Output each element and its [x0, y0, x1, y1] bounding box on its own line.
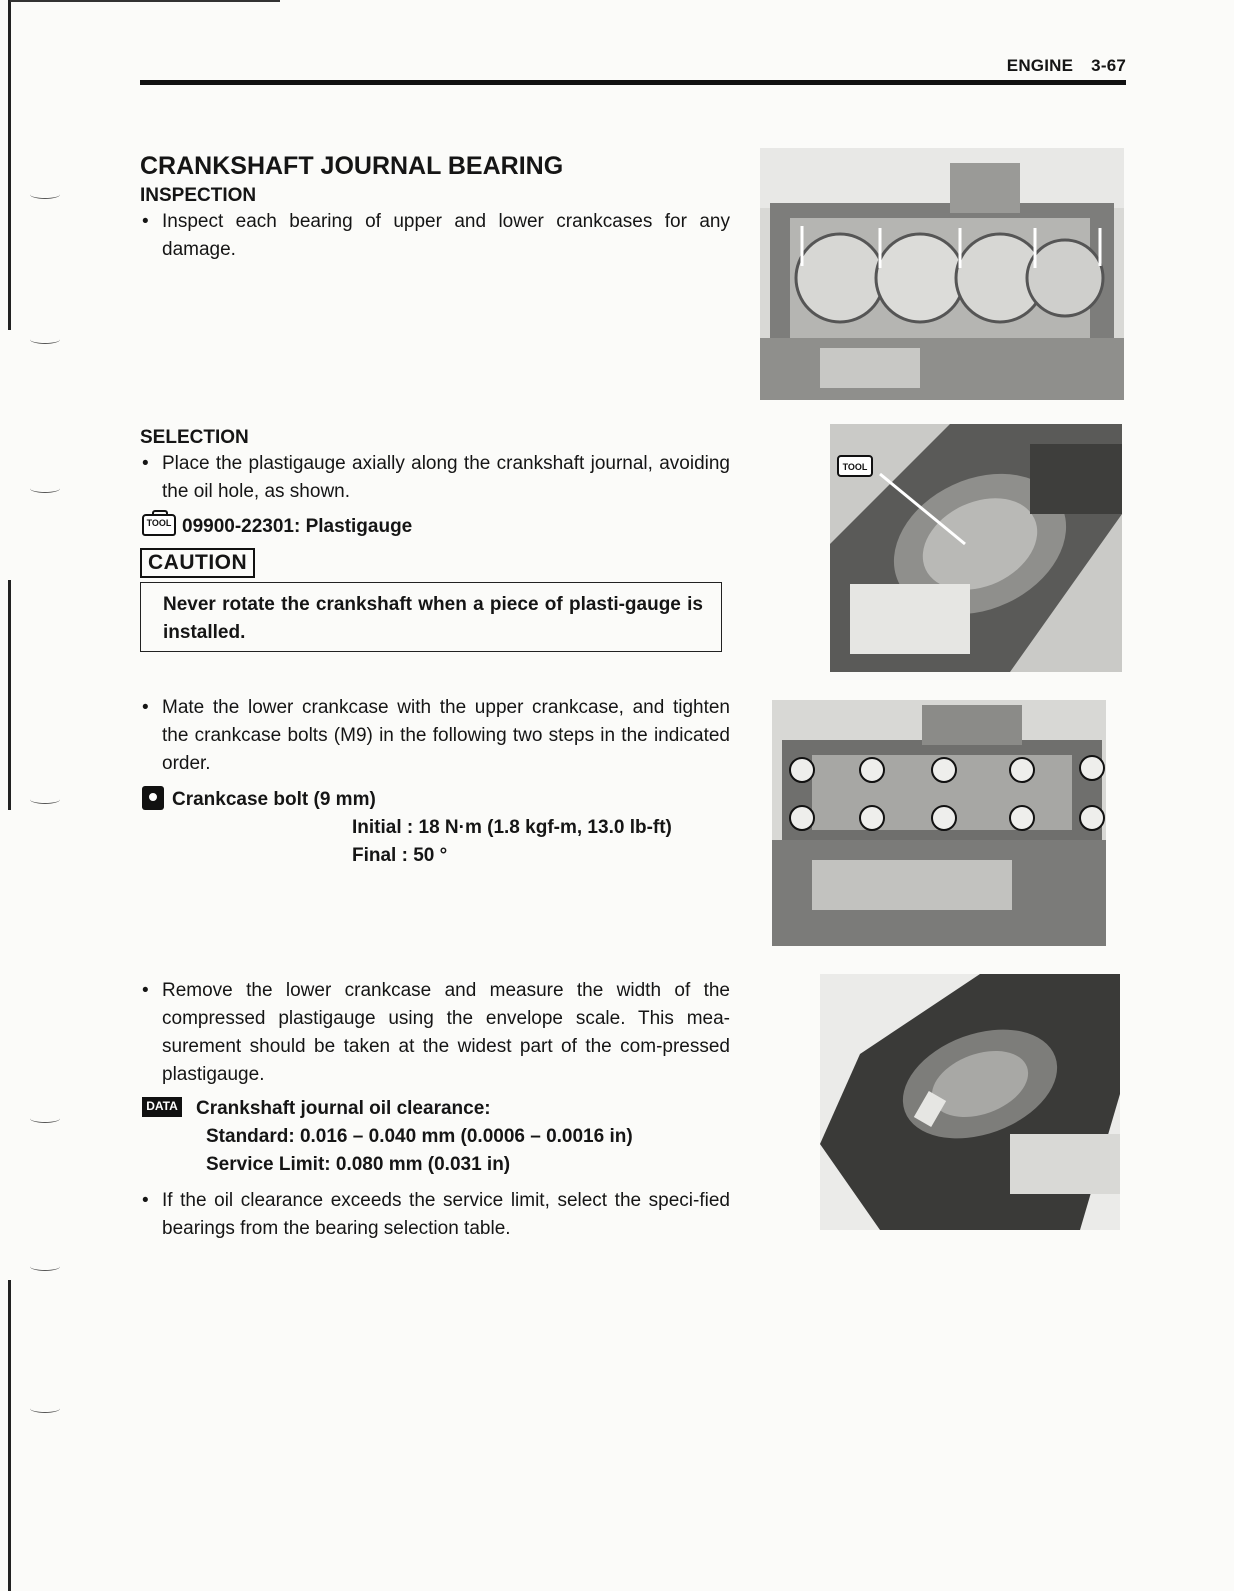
special-tool-line — [142, 513, 412, 541]
selection-bullet-4 — [140, 1187, 730, 1243]
standard-value: Standard: 0.016 – 0.040 mm (0.0006 – 0.0016 in) — [206, 1126, 633, 1147]
caution-text: Never rotate the crankshaft when a piece of plasti-gauge is installed. — [163, 594, 703, 643]
inspection-bullet — [140, 208, 730, 264]
page-header — [1000, 56, 1126, 76]
torque-line — [142, 786, 376, 814]
selection-bullet-2 — [140, 694, 730, 778]
selection-heading: SELECTION — [140, 427, 249, 448]
inspection-heading: INSPECTION — [140, 185, 257, 206]
bullet-dot: • — [142, 1190, 149, 1211]
selection-bullet-1 — [140, 450, 730, 506]
caution-box — [140, 582, 722, 652]
photo-crankcase-bearings — [760, 148, 1124, 400]
photo-plastigauge-measurement — [820, 974, 1120, 1230]
header-page-number: 3-67 — [1091, 56, 1126, 75]
torque-label: Crankcase bolt (9 mm) — [172, 789, 376, 810]
service-limit-value: Service Limit: 0.080 mm (0.031 in) — [206, 1154, 511, 1175]
torque-wrench-icon — [142, 786, 164, 810]
tool-icon: TOOL — [142, 514, 176, 536]
bullet-dot: • — [142, 980, 149, 1001]
section-title: CRANKSHAFT JOURNAL BEARING — [140, 152, 564, 180]
selection-bullet-2-text: Mate the lower crankcase with the upper crankcase, and tighten the crankcase bolts (M9) in the following two steps in the indicated order. — [162, 697, 730, 774]
scan-top-line — [10, 0, 280, 2]
header-section: ENGINE — [1006, 56, 1074, 75]
photo-tool-badge: TOOL — [842, 462, 868, 472]
data-line — [142, 1095, 491, 1123]
selection-bullet-3 — [140, 977, 730, 1089]
special-tool-text: 09900-22301: Plastigauge — [182, 516, 413, 537]
data-label: Crankshaft journal oil clearance: — [196, 1098, 491, 1119]
torque-final: Final : 50 ° — [352, 845, 448, 866]
bullet-dot: • — [142, 211, 149, 232]
photo-plastigauge-placement — [830, 424, 1122, 672]
photo-bolt-tightening-order — [772, 700, 1106, 946]
scan-binding-edge — [0, 0, 60, 1591]
selection-bullet-1-text: Place the plastigauge axially along the crankshaft journal, avoiding the oil hole, as shown. — [162, 453, 730, 502]
torque-initial: Initial : 18 N·m (1.8 kgf-m, 13.0 lb-ft) — [352, 817, 672, 838]
header-rule — [140, 80, 1126, 85]
selection-bullet-3-text: Remove the lower crankcase and measure the width of the compressed plastigauge using the envelope scale. This mea-surement should be taken at the widest part of the com-pressed plastigauge. — [162, 980, 730, 1085]
selection-bullet-4-text: If the oil clearance exceeds the service limit, select the speci-fied bearings from the bearing selection table. — [162, 1190, 730, 1239]
bullet-dot: • — [142, 453, 149, 474]
inspection-bullet-text: Inspect each bearing of upper and lower crankcases for any damage. — [162, 211, 730, 260]
bullet-dot: • — [142, 697, 149, 718]
caution-label: CAUTION — [140, 548, 255, 578]
data-icon: DATA — [142, 1097, 182, 1117]
